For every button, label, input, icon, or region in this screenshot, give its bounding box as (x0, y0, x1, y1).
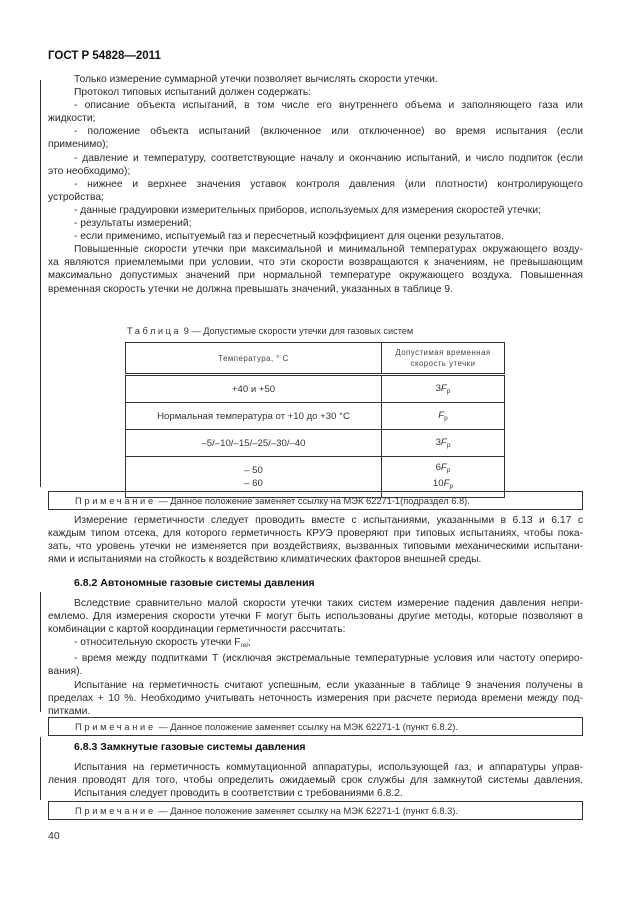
text-line: временная скорость утечки не должна превышать значений, указанных в таблице 9. (48, 283, 453, 295)
cell-leak-rate: $F_p$ (382, 403, 505, 430)
text-line: - нижнее и верхнее значения уставок контроля давления (или плотности) контролирующего (74, 178, 583, 190)
table-row (126, 403, 505, 430)
text-line: пределах + 10 %. Необходимо учитывать неточность измерения при расчете периода времени между под- (48, 692, 583, 704)
text-line: каждым типом отсека, для которого герметичность КРУЭ проверяют при типовых испытаниях, чтобы пока- (48, 528, 583, 540)
table-header-row (126, 343, 505, 375)
text-line: Измерение герметичности следует проводить вместе с испытаниями, указанными в 6.13 и 6.17 с (74, 515, 583, 526)
section-heading-683: 6.8.3 Замкнутые газовые системы давления (74, 741, 306, 753)
text-line: - если применимо, испытуемый газ и пересчетный коэффициент для оценки результатов. (74, 231, 504, 243)
cell-leak-rate: $3F_p$ (382, 430, 505, 457)
text-line: Испытание на герметичность считают успешным, если указанные в таблице 9 значения получены в (74, 679, 583, 691)
cell-temperature: –5/–10/–15/–25/–30/–40 (126, 430, 382, 457)
text-line: - данные градуировки измерительных приборов, используемых для измерения скоростей утечки; (74, 204, 541, 216)
paragraph-block-tightness (48, 514, 583, 566)
header-leak-rate-line2: скорость утечки (410, 359, 476, 368)
page-number: 40 (48, 830, 60, 842)
text-line: ями и испытаниями на стойкость к воздействию климатических факторов внешней среды. (48, 554, 482, 566)
table-caption (127, 326, 413, 336)
leak-rate-table (125, 342, 505, 498)
text-line: - время между подпитками T (исключая экстремальные температурные условия или частоту опериро- (74, 653, 583, 665)
text-line: вания). (48, 666, 83, 678)
note-text: — Данное положение заменяет ссылку на МЭК 62271-1(подраздел 6.8). (155, 496, 470, 506)
text-line: Только измерение суммарной утечки позволяет вычислять скорости утечки. (74, 74, 438, 85)
text-line: Повышенные скорости утечки при максимальной и минимальной температурах окружающего возду- (74, 244, 583, 256)
note-label: Примечание (75, 806, 156, 816)
text-line: Протокол типовых испытаний должен содержать: (74, 87, 312, 99)
header-leak-rate (382, 343, 505, 375)
text-line: - описание объекта испытаний, в том числе его внутреннего объема и заполняющего газа или (74, 100, 583, 112)
text-line: применимо); (48, 139, 109, 151)
note-label: Примечание (75, 722, 156, 732)
table-row (126, 375, 505, 403)
paragraph-block-682 (48, 597, 583, 718)
text-line: устройства; (48, 191, 104, 203)
text-line: Испытания на герметичность коммутационной аппаратуры, использующей газ, и аппаратуры управ- (74, 762, 583, 773)
section-heading-682: 6.8.2 Автономные газовые системы давления (74, 577, 315, 589)
note-box (48, 491, 583, 510)
cell-temperature: Нормальная температура от +10 до +30 °С (126, 403, 382, 430)
text-line: - положение объекта испытаний (включенное или отключенное) во время испытания (если (74, 126, 583, 138)
change-bar (40, 737, 41, 800)
note-box (48, 801, 583, 820)
header-leak-rate-line1: Допустимая временная (395, 348, 491, 357)
cell-temperature: – 50 – 60 (126, 457, 382, 498)
note-text: — Данное положение заменяет ссылку на МЭК 62271-1 (пункт 6.8.3). (155, 806, 458, 816)
text-line: комбинации с картой координации герметичности рассчитать: (48, 624, 346, 636)
paragraph-block-test-protocol (48, 73, 583, 296)
table-row (126, 430, 505, 457)
text-line: это необходимо); (48, 165, 131, 177)
text-line: жидкости; (48, 113, 96, 125)
change-bar (40, 80, 41, 487)
document-header: ГОСТ Р 54828—2011 (48, 50, 161, 62)
note-box (48, 717, 583, 736)
text-line: Вследствие сравнительно малой скорости утечки таких систем измерение падения давления непри- (74, 598, 583, 609)
cell-leak-rate: $6F_p$ $10F_p$ (382, 457, 505, 498)
change-bar (40, 592, 41, 712)
text-line: - давление и температуру, соответствующие началу и окончанию испытаний, и число подпиток (если (74, 152, 583, 164)
text-line: питками. (48, 705, 91, 717)
paragraph-block-683 (48, 761, 583, 800)
text-line: емлемо. Для измерения скорости утечки F могут быть использованы другие методы, которые позволяют в (48, 611, 583, 623)
text-line: - результаты измерений; (74, 218, 192, 230)
note-label: Примечание (75, 496, 156, 506)
text-line: зать, что уровень утечки не изменяется при воздействиях, вызванных типовыми механическими испытани- (48, 541, 583, 553)
table-caption-text: 9 — Допустимые скорости утечки для газовых систем (181, 326, 414, 336)
text-line: ха являются приемлемыми при условии, что эти скорости возвращаются к значениям, не превышающим (48, 257, 583, 269)
text-line: - относительную скорость утечки $F_{rel}$; (74, 637, 251, 650)
cell-temperature: +40 и +50 (126, 375, 382, 403)
text-line: Испытания следует проводить в соответствии с требованиями 6.8.2. (74, 788, 403, 800)
table-caption-label: Таблица (127, 326, 182, 336)
header-temperature: Температура, ° С (126, 343, 382, 375)
text-line: максимально допустимых значений при нормальной температуре окружающего воздуха. Повышенная (48, 270, 583, 282)
cell-leak-rate: $3F_p$ (382, 375, 505, 403)
text-line: ления проводят для того, чтобы определить ожидаемый срок службы для замкнутой системы давления. (48, 775, 583, 787)
note-text: — Данное положение заменяет ссылку на МЭК 62271-1 (пункт 6.8.2). (155, 722, 458, 732)
